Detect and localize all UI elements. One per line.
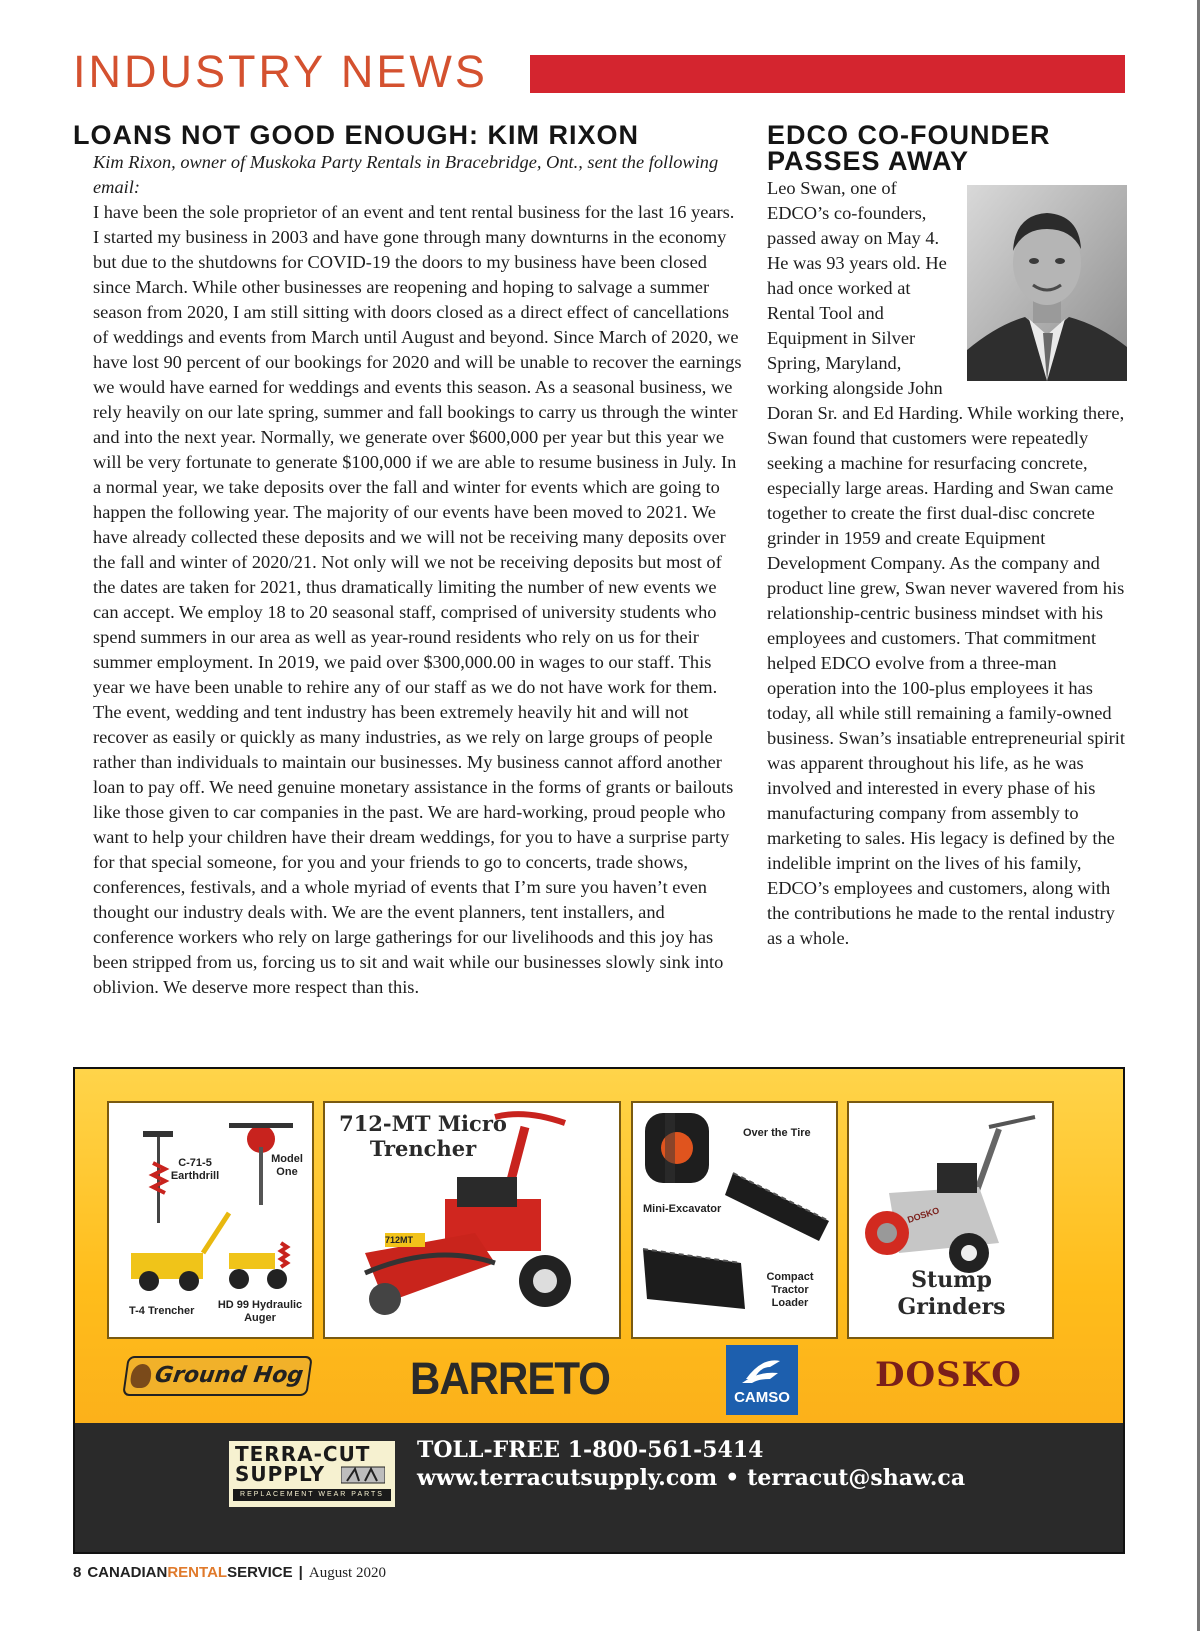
stump-grinder-badge: DOSKO (906, 1205, 941, 1225)
ad-contact-footer (75, 1423, 1125, 1554)
micro-trencher-title: 712-MT Micro Trencher (339, 1111, 507, 1161)
magazine-name-part2: RENTAL (167, 1564, 228, 1581)
terra-cut-logo[interactable] (229, 1441, 395, 1507)
dosko-logo[interactable]: DOSKO (875, 1355, 1022, 1395)
page-number: 8 (73, 1564, 82, 1581)
right-headline: EDCO CO-FOUNDER PASSES AWAY (767, 120, 1051, 176)
groundhog-logo[interactable] (122, 1356, 313, 1396)
left-intro: Kim Rixon, owner of Muskoka Party Rentals in Bracebridge, Ont., sent the following email: (93, 152, 719, 197)
label-over-the-tire: Over the Tire (743, 1127, 811, 1139)
label-model-one: Model One (271, 1153, 303, 1178)
terra-cut-logo-line1: TERRA-CUT (235, 1442, 371, 1466)
issue-date: August 2020 (308, 1565, 386, 1581)
magazine-name-part3: SERVICE (227, 1564, 293, 1581)
ad-panel-camso (631, 1101, 838, 1339)
wear-parts-icon (341, 1465, 385, 1485)
section-title: INDUSTRY NEWS (73, 46, 488, 97)
label-hd99-auger: HD 99 Hydraulic Auger (217, 1299, 303, 1324)
label-mini-excavator: Mini-Excavator (643, 1203, 722, 1215)
leo-swan-photo (967, 185, 1127, 381)
label-compact-tractor-loader: Compact Tractor Loader (766, 1271, 814, 1309)
ad-panel-groundhog (107, 1101, 314, 1339)
left-article (73, 122, 743, 1000)
right-body-text: Leo Swan, one of EDCO’s co-founders, passed away on May 4. He was 93 years old. He had once worked at Rental Tool and Equipment in Silver Spring, Maryland, working alongside John Doran Sr. and Ed Harding. While working there, Swan found that customers were repeatedly seeking a machine for resurfacing concrete, especially large areas. Harding and Swan came together to create the first dual-disc concrete grinder in 1959 and create Equipment Development Company. As the company and product line grew, Swan never wavered from his relationship-centric business mindset with his employees and customers. That commitment helped EDCO evolve from a three-man operation into the 100-plus employees it has today, all while still remaining a family-owned business. Swan’s insatiable entrepreneurial spirit was apparent throughout his life, as he was involved and interested in every phase of his manufacturing company from assembly to marketing to sales. His legacy is defined by the indelible imprint on the lives of his family, EDCO’s employees and customers, along with the contributions he made to the rental industry as a whole. (767, 178, 1126, 948)
stump-grinders-title: Stump Grinders (897, 1267, 1006, 1320)
micro-trencher-badge: 712MT (385, 1235, 414, 1245)
toll-free-phone[interactable]: TOLL-FREE 1-800-561-5414 (417, 1437, 764, 1463)
footer-separator: | (298, 1564, 303, 1581)
groundhog-logo-text: Ground Hog (153, 1363, 305, 1388)
camso-logo-text: CAMSO (734, 1389, 790, 1406)
left-headline: LOANS NOT GOOD ENOUGH: KIM RIXON (73, 120, 640, 150)
camso-logo[interactable] (726, 1345, 798, 1415)
section-bar (530, 55, 1125, 93)
contact-separator: • (725, 1465, 740, 1491)
website-link[interactable]: www.terracutsupply.com (417, 1465, 718, 1491)
camso-mark-icon (726, 1353, 798, 1387)
contact-line (417, 1465, 965, 1491)
magazine-name-part1: CANADIAN (87, 1564, 168, 1581)
section-header (73, 46, 1125, 97)
barreto-logo[interactable]: BARRETO (410, 1353, 610, 1404)
right-article (767, 122, 1127, 951)
ad-panel-barreto (323, 1101, 621, 1339)
left-article-body (73, 150, 743, 1000)
label-earthdrill: C-71-5 Earthdrill (170, 1157, 220, 1182)
left-body-text: I have been the sole proprietor of an event and tent rental business for the last 16 years. I started my business in 2003 and have gone through many downturns in the economy but due to the shutdowns for COVID-19 the doors to my business have been closed since March. While other businesses are reopening and hoping to salvage a summer season from 2020, I am still sitting with doors closed as a direct effect of cancellations of weddings and events from March until August and beyond. Since March of 2020, we have lost 90 percent of our bookings for 2020 and will be unable to recover the earnings we would have earned for weddings and events this season. As a seasonal business, we rely heavily on our late spring, summer and fall bookings to carry us through the winter and into the next year. Normally, we generate over $600,000 per year but this year we will be very fortunate to generate $100,000 if we are able to resume business in July. In a normal year, we take deposits over the fall and winter for events which are going to happen the following year. The majority of our events have been moved to 2021. We have already collected these deposits and we will not be receiving many deposits over the fall and winter of 2020/21. Not only will we not be receiving deposits but most of the dates are taken for 2021, thus dramatically limiting the number of new events we can accept. We employ 18 to 20 seasonal staff, comprised of university students who spend summers in our area as well as year-round residents who rely on us for their summer employment. In 2019, we paid over $300,000.00 in wages to our staff. This year we have been unable to rehire any of our staff as we do not have work for them. The event, wedding and tent industry has been extremely heavily hit and will not recover as easily or quickly as many industries, as we rely on large groups of people rather than individuals to maintain our businesses. My business cannot afford another loan to pay off. We need genuine monetary assistance in the forms of grants or bailouts like those given to car companies in the past. We are hard-working, proud people who want to help your children have their dream weddings, for you to have a surprise party for that special someone, for you and your friends to go to concerts, trade shows, conferences, festivals, and a whole myriad of events that I’m sure you haven’t even thought our industry deals with. We are the event planners, tent installers, and conference workers who rely on large gatherings for our livelihoods and this joy has been stripped from us, forcing us to sit and wait while our businesses slowly sink into oblivion. We deserve more respect than this. (93, 202, 742, 997)
terra-cut-logo-line2: SUPPLY (235, 1462, 326, 1486)
terra-cut-tagline: REPLACEMENT WEAR PARTS (233, 1489, 391, 1501)
terra-cut-ad[interactable] (73, 1067, 1125, 1554)
micro-trencher-graphic (325, 1103, 619, 1337)
groundhog-icon (129, 1364, 152, 1388)
email-link[interactable]: terracut@shaw.ca (747, 1465, 966, 1491)
ad-panel-dosko (847, 1101, 1054, 1339)
page-footer (73, 1564, 386, 1582)
label-t4-trencher: T-4 Trencher (129, 1305, 195, 1317)
